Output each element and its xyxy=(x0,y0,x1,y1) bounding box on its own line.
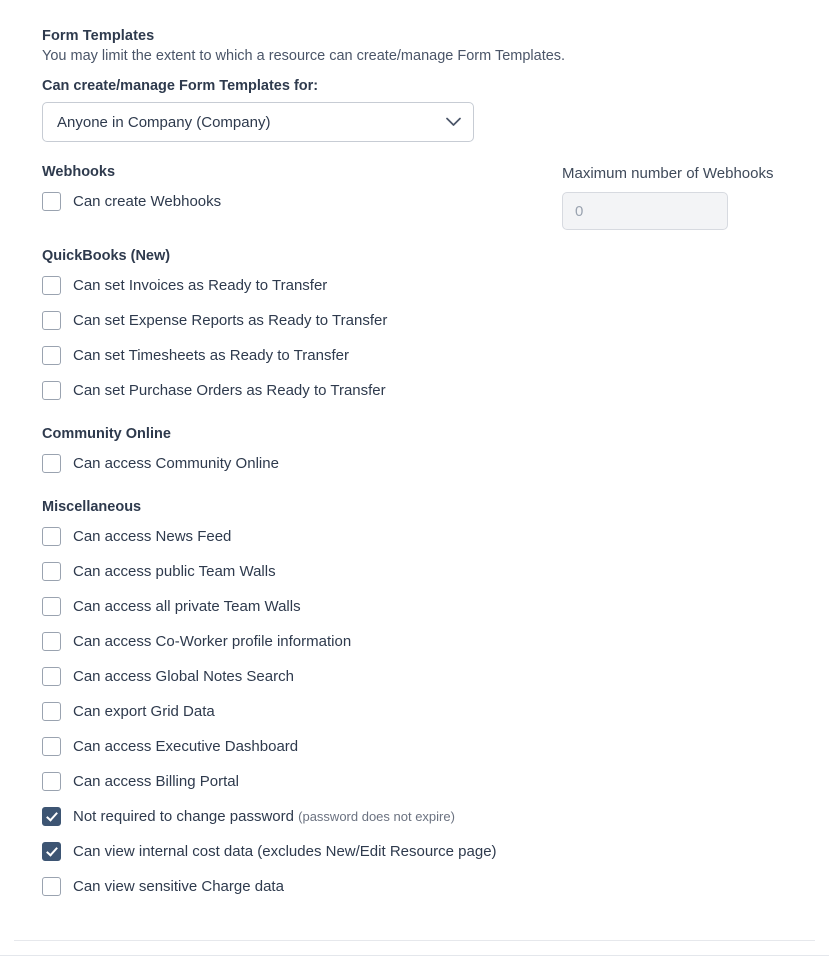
checkbox-label-view-internal-cost-data: Can view internal cost data (excludes New/Edit Resource page) xyxy=(73,843,497,860)
checkbox-label-text-not-required-to-change-password: Not required to change password xyxy=(73,808,294,825)
form-templates-select[interactable] xyxy=(42,102,474,142)
form-templates-select-wrapper xyxy=(42,102,474,142)
checkbox-can-create-webhooks[interactable] xyxy=(42,192,61,211)
panel-bottom-divider xyxy=(14,940,815,941)
checkbox-invoices-ready-to-transfer[interactable] xyxy=(42,276,61,295)
checkbox-label-invoices-ready-to-transfer: Can set Invoices as Ready to Transfer xyxy=(73,277,328,294)
community-online-title: Community Online xyxy=(42,426,171,442)
form-templates-title: Form Templates xyxy=(42,28,155,44)
webhooks-left-column xyxy=(42,164,562,219)
checkbox-row-timesheets-ready-to-transfer[interactable] xyxy=(42,338,817,373)
checkbox-label-expense-reports-ready-to-transfer: Can set Expense Reports as Ready to Transfer xyxy=(73,312,388,329)
checkbox-purchase-orders-ready-to-transfer[interactable] xyxy=(42,381,61,400)
checkbox-label-coworker-profile-information: Can access Co-Worker profile information xyxy=(73,633,352,650)
checkbox-row-export-grid-data[interactable] xyxy=(42,694,817,729)
checkbox-row-public-team-walls[interactable] xyxy=(42,554,817,589)
checkbox-label-export-grid-data: Can export Grid Data xyxy=(73,703,215,720)
checkbox-label-executive-dashboard: Can access Executive Dashboard xyxy=(73,738,299,755)
checkbox-expense-reports-ready-to-transfer[interactable] xyxy=(42,311,61,330)
checkbox-sublabel-password-does-not-expire: (password does not expire) xyxy=(298,809,455,824)
checkbox-label-purchase-orders-ready-to-transfer: Can set Purchase Orders as Ready to Transfer xyxy=(73,382,386,399)
checkbox-global-notes-search[interactable] xyxy=(42,667,61,686)
max-webhooks-input[interactable] xyxy=(562,192,728,230)
checkbox-row-private-team-walls[interactable] xyxy=(42,589,817,624)
max-webhooks-label: Maximum number of Webhooks xyxy=(562,165,774,182)
checkbox-executive-dashboard[interactable] xyxy=(42,737,61,756)
webhooks-section xyxy=(42,164,817,230)
checkbox-row-coworker-profile-information[interactable] xyxy=(42,624,817,659)
checkbox-row-can-create-webhooks[interactable] xyxy=(42,184,562,219)
checkbox-label-can-create-webhooks: Can create Webhooks xyxy=(73,193,222,210)
checkbox-row-can-access-community-online[interactable] xyxy=(42,446,817,481)
checkbox-row-executive-dashboard[interactable] xyxy=(42,729,817,764)
form-templates-section xyxy=(42,28,817,142)
quickbooks-section xyxy=(42,248,817,408)
checkbox-view-sensitive-charge-data[interactable] xyxy=(42,877,61,896)
miscellaneous-section xyxy=(42,499,817,904)
checkbox-news-feed[interactable] xyxy=(42,527,61,546)
checkbox-private-team-walls[interactable] xyxy=(42,597,61,616)
form-templates-description: You may limit the extent to which a resource can create/manage Form Templates. xyxy=(42,48,566,64)
community-online-section xyxy=(42,426,817,481)
webhooks-title: Webhooks xyxy=(42,164,116,180)
checkbox-export-grid-data[interactable] xyxy=(42,702,61,721)
checkbox-coworker-profile-information[interactable] xyxy=(42,632,61,651)
checkbox-timesheets-ready-to-transfer[interactable] xyxy=(42,346,61,365)
checkbox-label-can-access-community-online: Can access Community Online xyxy=(73,455,279,472)
checkbox-view-internal-cost-data[interactable] xyxy=(42,842,61,861)
checkbox-row-not-required-to-change-password[interactable] xyxy=(42,799,817,834)
checkbox-row-view-sensitive-charge-data[interactable] xyxy=(42,869,817,904)
checkbox-label-global-notes-search: Can access Global Notes Search xyxy=(73,668,294,685)
miscellaneous-title: Miscellaneous xyxy=(42,499,142,515)
checkbox-not-required-to-change-password[interactable] xyxy=(42,807,61,826)
checkbox-label-timesheets-ready-to-transfer: Can set Timesheets as Ready to Transfer xyxy=(73,347,349,364)
webhooks-right-column xyxy=(562,164,773,230)
quickbooks-title: QuickBooks (New) xyxy=(42,248,171,264)
checkbox-row-expense-reports-ready-to-transfer[interactable] xyxy=(42,303,817,338)
checkbox-label-view-sensitive-charge-data: Can view sensitive Charge data xyxy=(73,878,284,895)
checkbox-row-news-feed[interactable] xyxy=(42,519,817,554)
form-templates-select-label: Can create/manage Form Templates for: xyxy=(42,78,319,94)
checkbox-label-news-feed: Can access News Feed xyxy=(73,528,232,545)
checkbox-row-billing-portal[interactable] xyxy=(42,764,817,799)
checkbox-label-not-required-to-change-password xyxy=(73,808,455,825)
checkbox-can-access-community-online[interactable] xyxy=(42,454,61,473)
checkbox-row-view-internal-cost-data[interactable] xyxy=(42,834,817,869)
checkbox-label-billing-portal: Can access Billing Portal xyxy=(73,773,239,790)
checkbox-label-public-team-walls: Can access public Team Walls xyxy=(73,563,276,580)
checkbox-row-purchase-orders-ready-to-transfer[interactable] xyxy=(42,373,817,408)
checkbox-label-private-team-walls: Can access all private Team Walls xyxy=(73,598,301,615)
checkbox-public-team-walls[interactable] xyxy=(42,562,61,581)
checkbox-row-invoices-ready-to-transfer[interactable] xyxy=(42,268,817,303)
checkbox-row-global-notes-search[interactable] xyxy=(42,659,817,694)
checkbox-billing-portal[interactable] xyxy=(42,772,61,791)
